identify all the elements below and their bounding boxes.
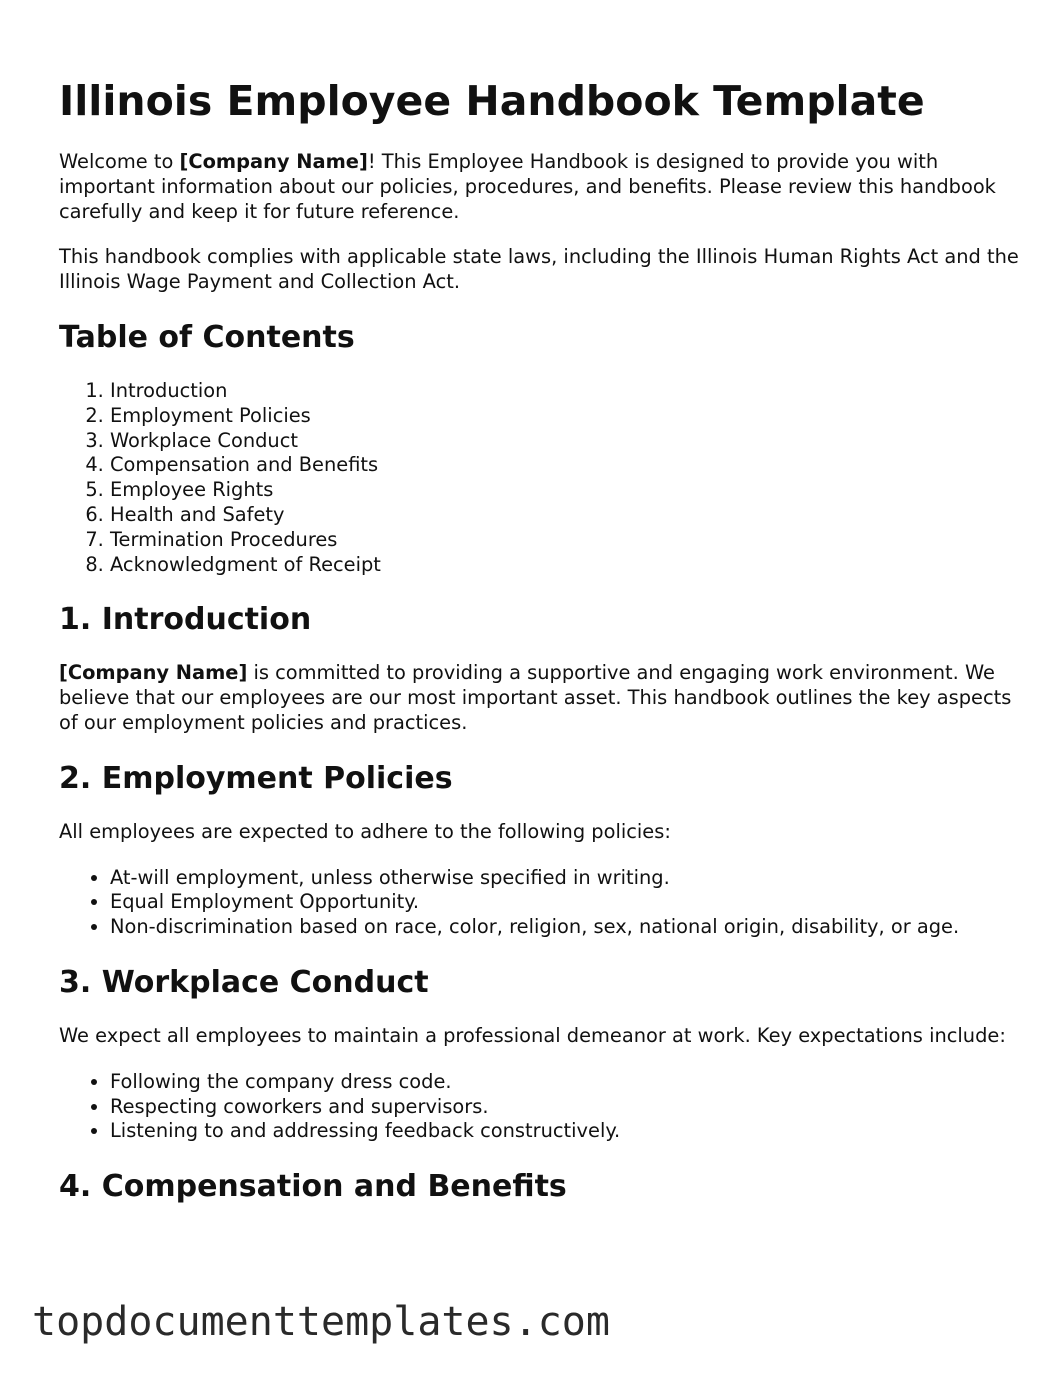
section-3-heading: 3. Workplace Conduct: [59, 964, 429, 1000]
section-1-text: is committed to providing a supportive and engaging work environment. We believe that our employees are our most important asset. This handbook outlines the key aspects of our employment policies and practices.: [59, 661, 1012, 734]
list-item: • At-will employment, unless otherwise specified in writing.: [110, 866, 1019, 891]
list-item: • Equal Employment Opportunity.: [110, 890, 1019, 915]
company-name-placeholder: [Company Name]: [59, 661, 248, 685]
section-2-heading: 2. Employment Policies: [59, 760, 453, 796]
toc-list: [59, 379, 1019, 577]
intro-paragraph-2: This handbook complies with applicable state laws, including the Illinois Human Rights Act and the Illinois Wage Payment and Collection Act.: [59, 245, 1019, 294]
section-2-lead: All employees are expected to adhere to the following policies:: [59, 819, 671, 843]
section-3-lead: We expect all employees to maintain a professional demeanor at work. Key expectations include:: [59, 1023, 1006, 1047]
toc-item: 7. Termination Procedures: [110, 528, 1019, 553]
toc-item: 2. Employment Policies: [110, 404, 1019, 429]
watermark-text: topdocumenttemplates.com: [32, 1299, 610, 1345]
document-title: Illinois Employee Handbook Template: [59, 77, 925, 125]
section-4-heading: 4. Compensation and Benefits: [59, 1169, 567, 1205]
intro-text-post: ! This Employee Handbook is designed to provide you with important information about our policies, procedures, and benefits. Please review this handbook carefully and keep it for future reference.: [59, 150, 996, 223]
section-3-list: [59, 1070, 1019, 1144]
section-2-list: [59, 866, 1019, 940]
toc-heading: Table of Contents: [59, 319, 355, 355]
toc-item: 1. Introduction: [110, 379, 1019, 404]
section-1-heading: 1. Introduction: [59, 602, 312, 638]
toc-item: 5. Employee Rights: [110, 478, 1019, 503]
list-item: • Following the company dress code.: [110, 1070, 1019, 1095]
company-name-placeholder: [Company Name]: [179, 150, 368, 173]
list-item: • Respecting coworkers and supervisors.: [110, 1095, 1019, 1120]
document-page: [59, 72, 1019, 1228]
toc-item: 3. Workplace Conduct: [110, 429, 1019, 454]
list-item: • Non-discrimination based on race, color, religion, sex, national origin, disability, or age.: [110, 915, 1019, 940]
list-item: • Listening to and addressing feedback constructively.: [110, 1119, 1019, 1144]
intro-text-pre: Welcome to: [59, 150, 180, 173]
toc-item: 8. Acknowledgment of Receipt: [110, 553, 1019, 578]
section-1-paragraph: [59, 661, 1019, 735]
toc-item: 4. Compensation and Benefits: [110, 453, 1019, 478]
intro-paragraph-1: [59, 150, 1019, 224]
toc-item: 6. Health and Safety: [110, 503, 1019, 528]
